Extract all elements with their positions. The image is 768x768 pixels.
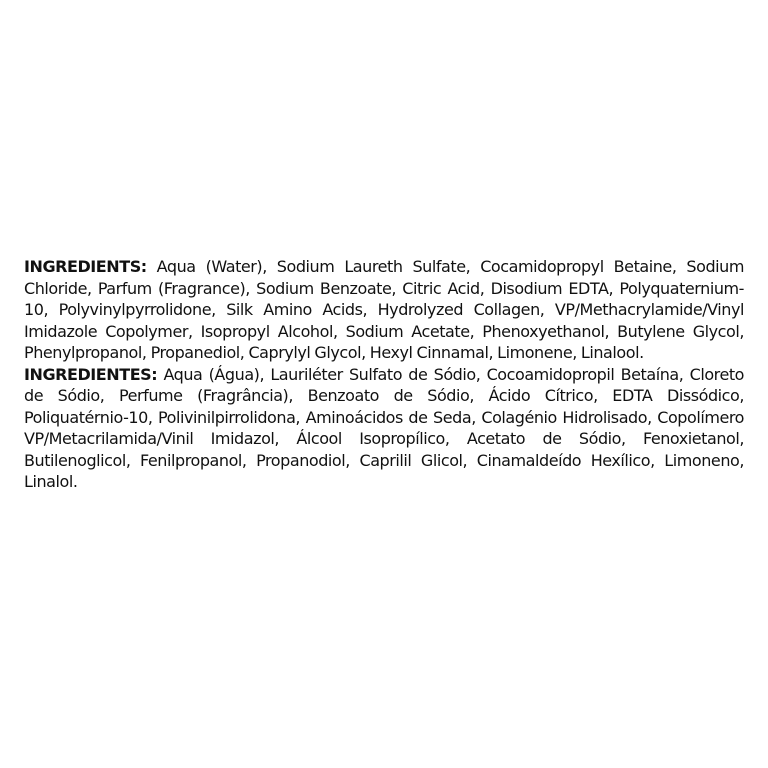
ingredients-english xyxy=(24,256,744,364)
ingredients-heading-english: INGREDIENTS: xyxy=(24,257,147,276)
ingredients-label xyxy=(24,256,744,493)
ingredients-heading-portuguese: INGREDIENTES: xyxy=(24,364,158,384)
ingredients-portuguese xyxy=(24,364,744,493)
ingredients-text-english: Aqua (Water), Sodium Laureth Sulfate, Cocamidopropyl Betaine, Sodium Chloride, Parfum (Fragrance), Sodium Benzoate, Citric Acid, Disodium EDTA, Polyquaternium-10, Polyvinylpyrrolidone, Silk Amino Acids, Hydrolyzed Collagen, VP/Methacrylamide/Vinyl Imidazole Copolymer, Isopropyl Alcohol, Sodium Acetate, Phenoxyethanol, Butylene Glycol, Phenylpropanol, Propanediol, Caprylyl Glycol, Hexyl Cinnamal, Limonene, Linalool. xyxy=(24,257,744,362)
ingredients-text-portuguese: Aqua (Água), Lauriléter Sulfato de Sódio, Cocoamidopropil Betaína, Cloreto de Sódio, Perfume (Fragrância), Benzoato de Sódio, Ácido Cítrico, EDTA Dissódico, Poliquatérnio-10, Polivinilpirrolidona, Aminoácidos de Seda, Colagénio Hidrolisado, Copolímero VP/Metacrilamida/Vinil Imidazol, Álcool Isopropílico, Acetato de Sódio, Fenoxietanol, Butilenoglicol, Fenilpropanol, Propanodiol, Caprilil Glicol, Cinamaldeído Hexílico, Limoneno, Linalol. xyxy=(24,364,744,491)
